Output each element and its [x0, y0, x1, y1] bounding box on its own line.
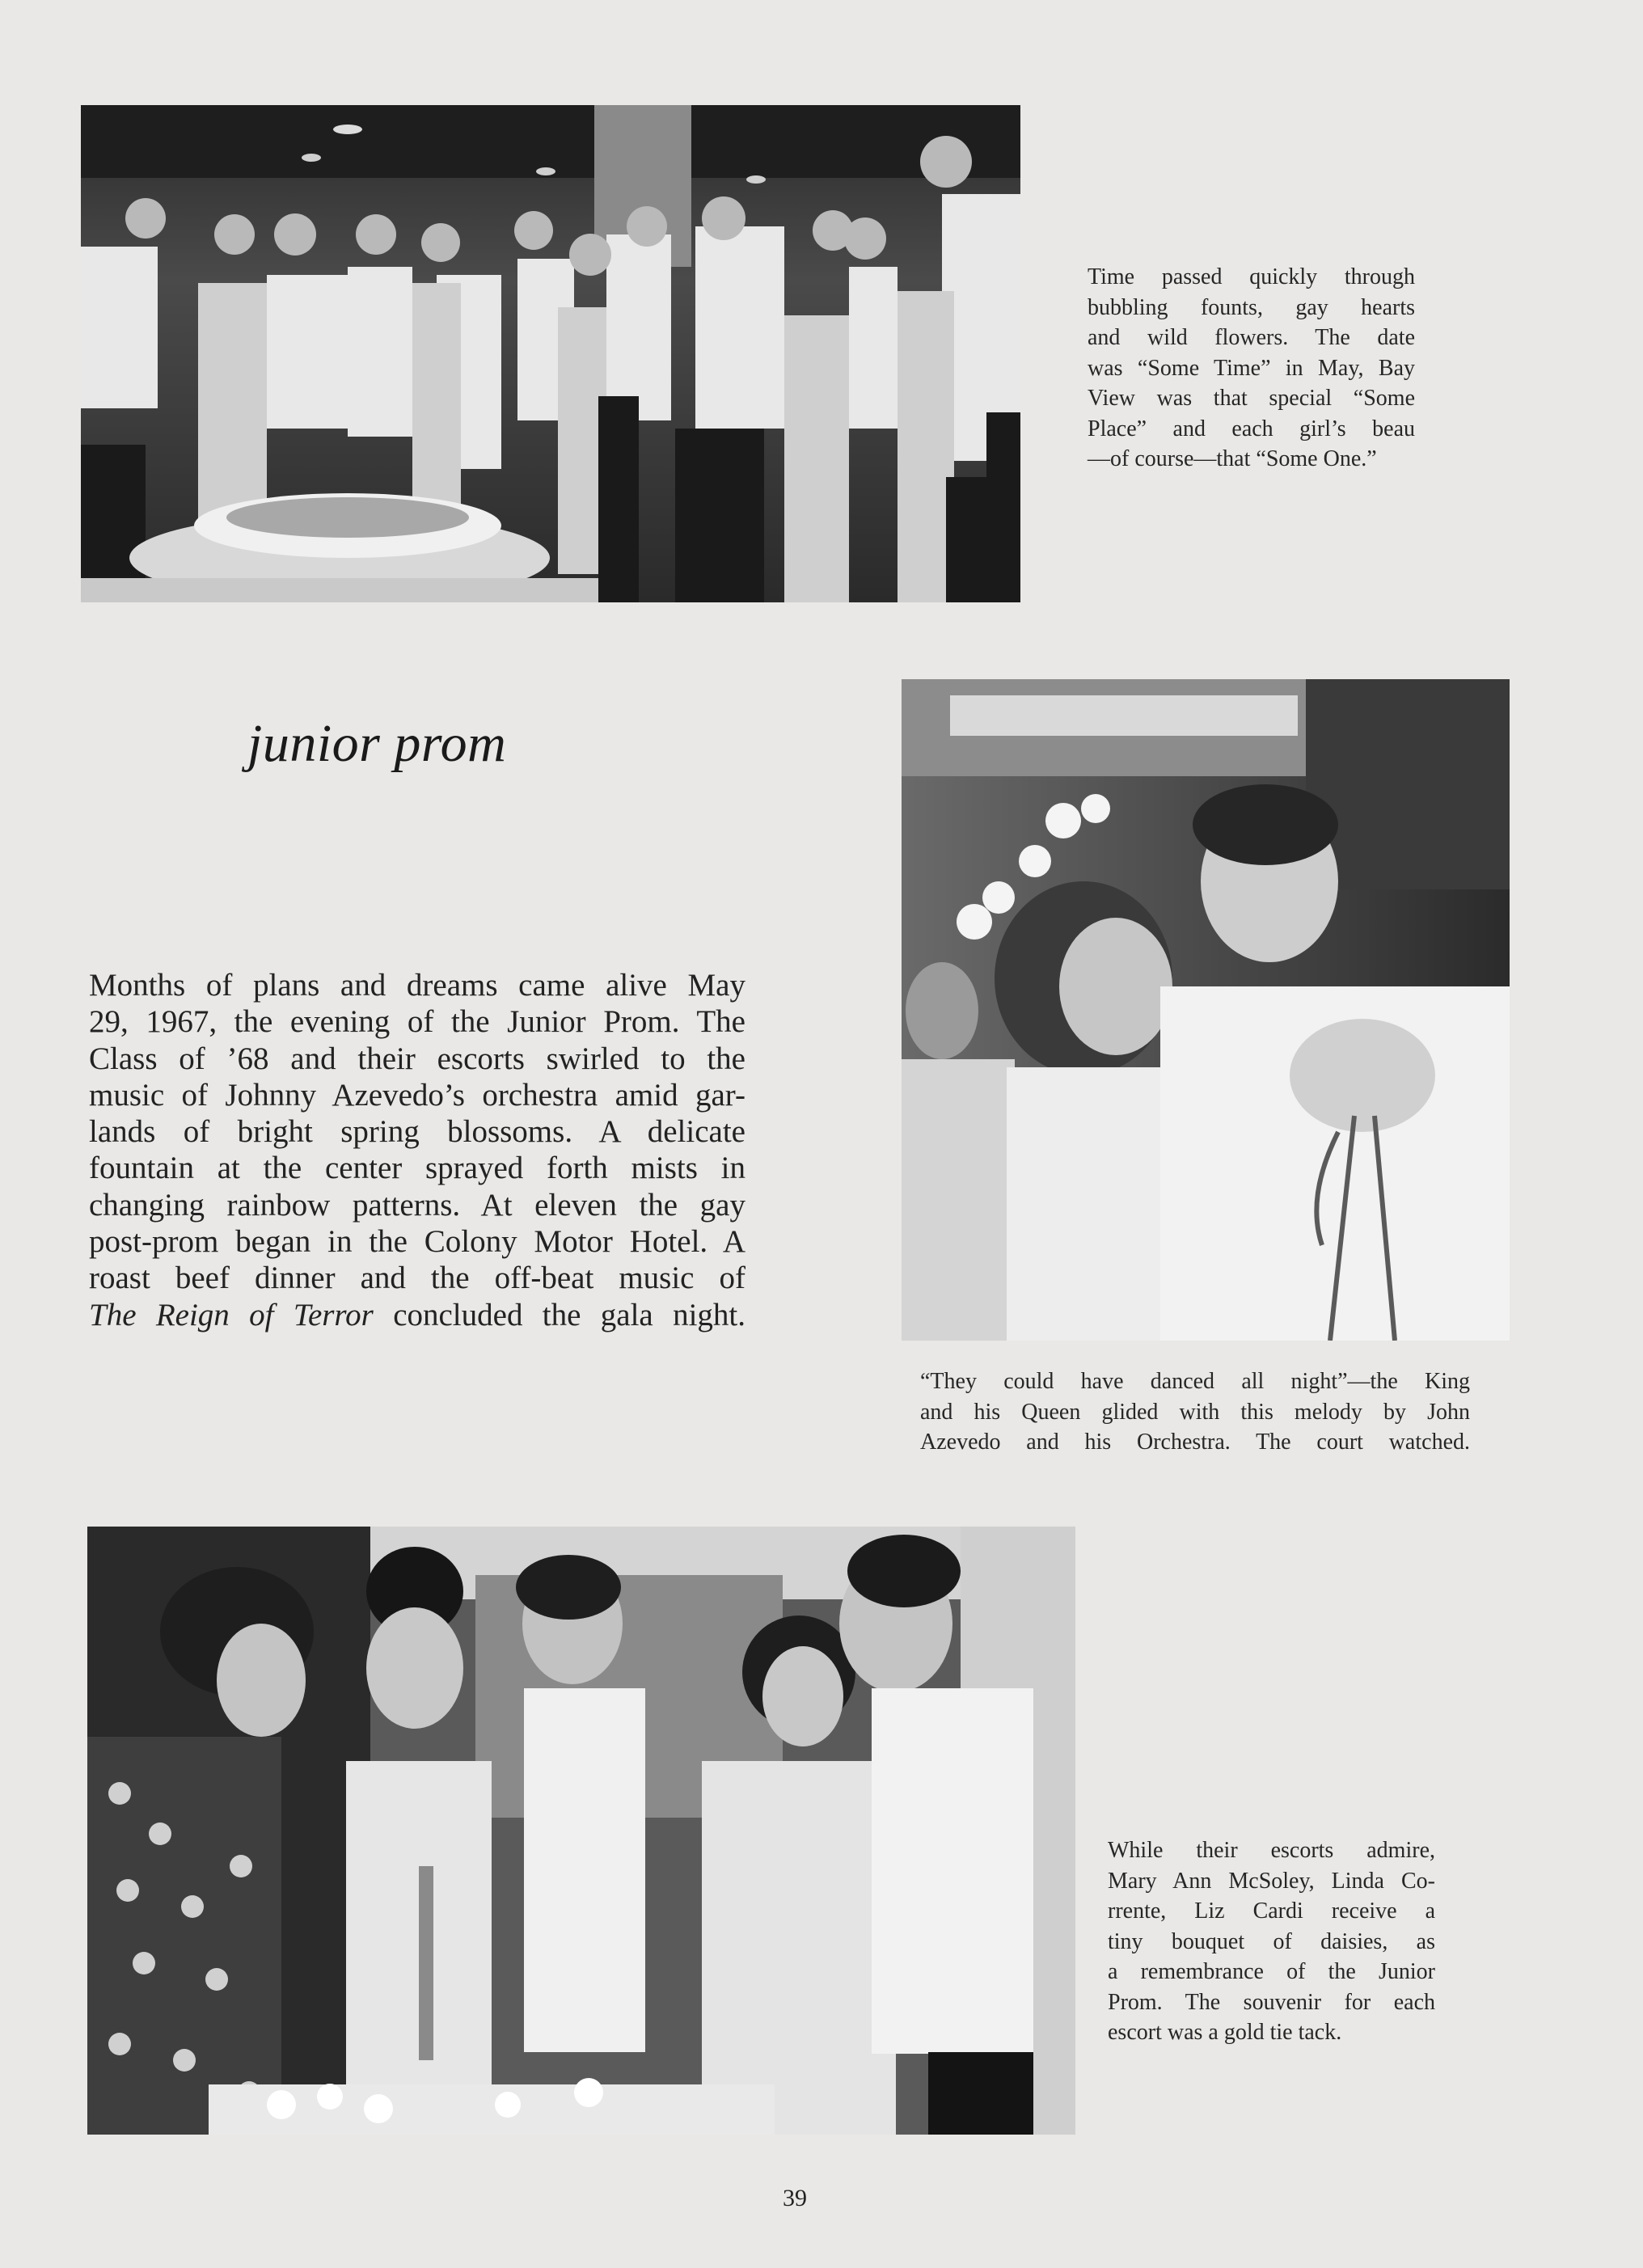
caption-line: “They could have danced all night”—the King: [920, 1369, 1470, 1394]
body-line: lands of bright spring blossoms. A delicate: [89, 1114, 745, 1150]
body-line: post-prom began in the Colony Motor Hotel. A: [89, 1224, 745, 1260]
caption-line: Place” and each girl’s beau: [1088, 416, 1415, 441]
caption-line: escort was a gold tie tack.: [1108, 2020, 1342, 2045]
caption-line: Prom. The souvenir for each: [1108, 1989, 1435, 2015]
band-name: The Reign of Terror: [89, 1297, 374, 1333]
caption-line: and wild flowers. The date: [1088, 325, 1415, 350]
caption-line: tiny bouquet of daisies, as: [1108, 1928, 1435, 1954]
photo-king-queen: [902, 679, 1510, 1341]
body-line-last-rest: concluded the gala night.: [393, 1297, 745, 1333]
caption-line: a remembrance of the Junior: [1108, 1959, 1435, 1984]
body-line: roast beef dinner and the off-beat music of: [89, 1261, 745, 1296]
body-text: [89, 967, 745, 1333]
caption-line: rrente, Liz Cardi receive a: [1108, 1898, 1435, 1924]
body-line: 29, 1967, the evening of the Junior Prom. The: [89, 1004, 745, 1040]
caption-top: [1088, 262, 1415, 475]
body-line: fountain at the center sprayed forth mists in: [89, 1151, 745, 1186]
body-line: Months of plans and dreams came alive May: [89, 968, 745, 1003]
caption-line: and his Queen glided with this melody by John: [920, 1399, 1470, 1425]
caption-line: While their escorts admire,: [1108, 1838, 1435, 1863]
caption-bottom: [1108, 1835, 1435, 2048]
page-number: 39: [783, 2185, 807, 2211]
body-line: music of Johnny Azevedo’s orchestra amid gar-: [89, 1077, 745, 1113]
body-line: Class of ’68 and their escorts swirled to the: [89, 1041, 745, 1076]
body-line: changing rainbow patterns. At eleven the gay: [89, 1187, 745, 1223]
photo-dance-floor: [81, 105, 1020, 602]
caption-line: was “Some Time” in May, Bay: [1088, 355, 1415, 381]
photo-bouquet: [87, 1527, 1075, 2135]
caption-line: Azevedo and his Orchestra. The court watched.: [920, 1430, 1470, 1455]
caption-line: —of course—that “Some One.”: [1088, 446, 1377, 471]
caption-line: bubbling founts, gay hearts: [1088, 294, 1415, 320]
body-line-last: [89, 1297, 745, 1333]
caption-middle: [920, 1366, 1470, 1458]
page-title: junior prom: [247, 714, 507, 773]
caption-line: View was that special “Some: [1088, 386, 1415, 411]
caption-line: Time passed quickly through: [1088, 264, 1415, 289]
caption-line: Mary Ann McSoley, Linda Co-: [1108, 1868, 1435, 1894]
